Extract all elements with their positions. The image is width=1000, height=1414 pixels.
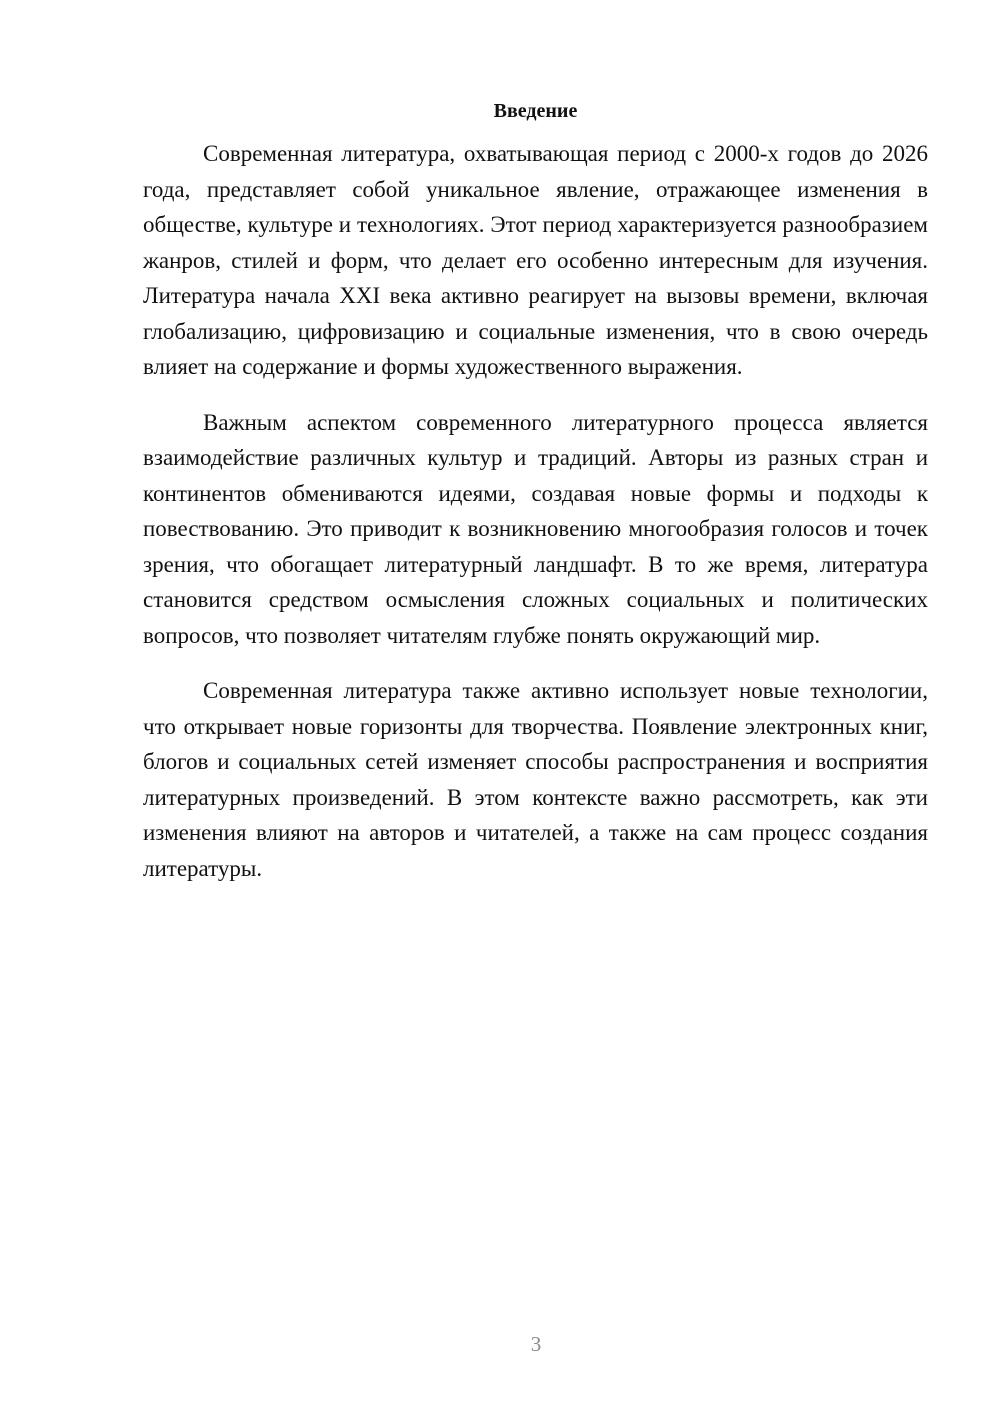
paragraph-1: Современная литература, охватывающая период с 2000-х годов до 2026 года, представляет собой уникальное явление, отражающее изменения в обществе, культуре и технологиях. Этот период характеризуется разнообразием жанров, стилей и форм, что делает его особенно интересным для изучения. Литература начала XXI века активно реагирует на вызовы времени, включая глобализацию, цифровизацию и социальные изменения, что в свою очередь влияет на содержание и формы художественного выражения. <box>143 141 928 379</box>
page-content <box>143 96 928 906</box>
paragraph-2: Важным аспектом современного литературного процесса является взаимодействие различных культур и традиций. Авторы из разных стран и континентов обмениваются идеями, создавая новые формы и подходы к повествованию. Это приводит к возникновению многообразия голосов и точек зрения, что обогащает литературный ландшафт. В то же время, литература становится средством осмысления сложных социальных и политических вопросов, что позволяет читателям глубже понять окружающий мир. <box>143 409 928 648</box>
page-number: 3 <box>530 1332 542 1356</box>
paragraph-3: Современная литература также активно использует новые технологии, что открывает новые горизонты для творчества. Появление электронных книг, блогов и социальных сетей изменяет способы распространения и восприятия литературных произведений. В этом контексте важно рассмотреть, как эти изменения влияют на авторов и читателей, а также на сам процесс создания литературы. <box>143 678 928 881</box>
section-title: Введение <box>493 100 578 122</box>
